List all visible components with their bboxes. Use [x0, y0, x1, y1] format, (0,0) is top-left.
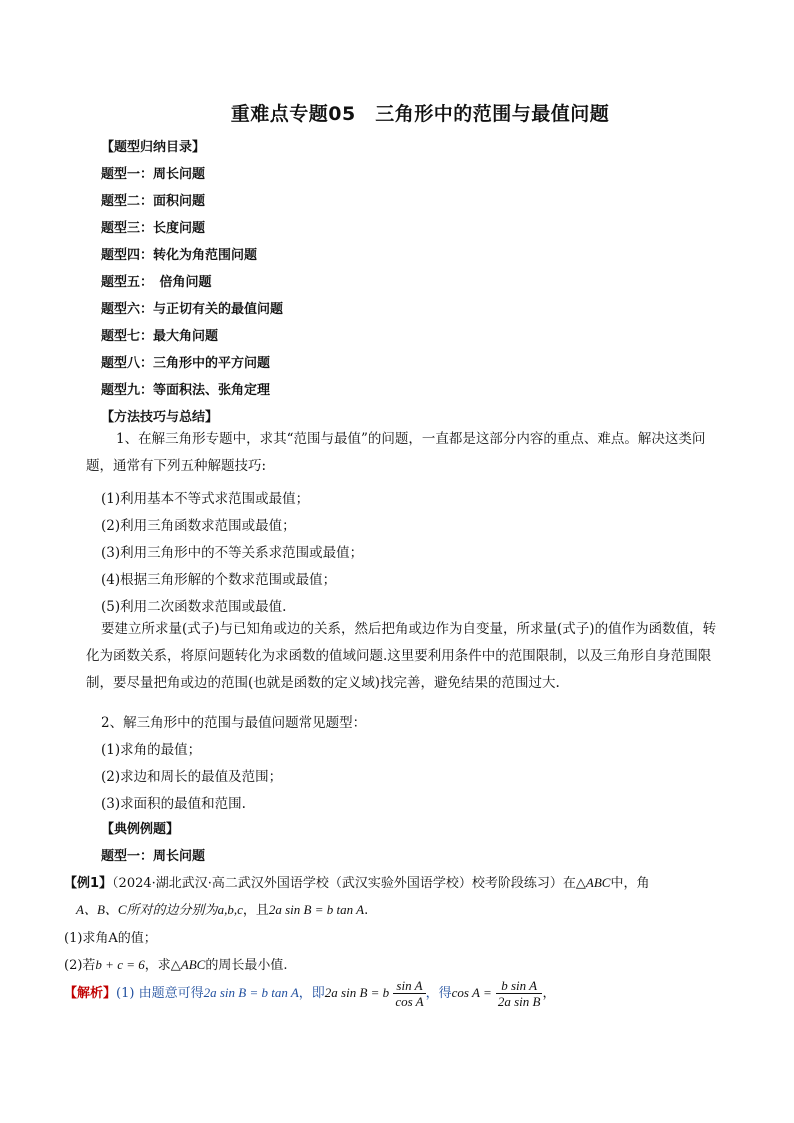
toc-item: 题型八：三角形中的平方问题 — [101, 356, 271, 371]
solution-line — [64, 978, 556, 1009]
example-source: （2024·湖北武汉·高二武汉外国语学校（武汉实验外国语学校）校考阶段练习）在 — [112, 876, 576, 891]
example-line-2 — [76, 899, 368, 918]
toc-item: 题型六：与正切有关的最值问题 — [101, 302, 284, 317]
toc-item: 题型七：最大角问题 — [101, 329, 219, 344]
solution-text-a: (1) 由题意可得 — [116, 986, 204, 1001]
toc-item: 题型四：转化为角范围问题 — [101, 248, 258, 263]
toc-item: 题型三：长度问题 — [101, 221, 206, 236]
solution-text-b: ，即 — [298, 986, 325, 1001]
methods-intro: 1、在解三角形专题中，求其“范围与最值”的问题，一直都是这部分内容的重点、难点。解决这类问题，通常有下列五种解题技巧: — [86, 431, 706, 474]
methods2-item: (3)求面积的最值和范围. — [101, 796, 246, 812]
example-condition: 2a sin B = b tan A — [268, 902, 365, 917]
solution-tag: 【解析】 — [64, 986, 117, 1001]
example-triangle: △ABC — [575, 875, 611, 890]
toc-item: 题型一：周长问题 — [101, 167, 206, 182]
example-vars: a,b,c — [217, 902, 243, 917]
question-2-triangle: △ABC — [170, 957, 206, 972]
question-2-b: ，求 — [144, 958, 171, 973]
toc-item: 题型二：面积问题 — [101, 194, 206, 209]
solution-text-d: ， — [542, 986, 556, 1001]
fraction-2-numerator: b sin A — [496, 978, 543, 994]
example-line2-a: A、B、C所对的边分别为 — [76, 902, 218, 917]
solution-fraction-1 — [393, 978, 425, 1009]
question-2-c: 的周长最小值. — [205, 958, 288, 973]
page-title: 重难点专题05 三角形中的范围与最值问题 — [230, 103, 610, 125]
question-2 — [64, 954, 287, 973]
question-2-condition: b + c = 6 — [95, 957, 145, 972]
solution-fraction-2 — [496, 978, 543, 1009]
methods-item: (3)利用三角形中的不等关系求范围或最值； — [101, 545, 364, 561]
methods2-intro: 2、解三角形中的范围与最值问题常见题型： — [101, 715, 367, 731]
methods-header: 【方法技巧与总结】 — [101, 410, 219, 425]
example-line2-c: . — [364, 903, 369, 918]
fraction-1-numerator: sin A — [393, 978, 425, 994]
question-1: (1)求角A的值； — [64, 931, 157, 946]
solution-eq-1: 2a sin B = b tan A — [203, 985, 299, 1000]
methods-item: (2)利用三角函数求范围或最值； — [101, 518, 296, 534]
solution-eq-3: cos A = — [451, 985, 492, 1000]
question-2-a: (2)若 — [64, 958, 96, 973]
example-type: 题型一：周长问题 — [101, 849, 206, 864]
fraction-2-denominator: 2a sin B — [497, 994, 541, 1009]
examples-header: 【典例例题】 — [101, 822, 180, 837]
example-line2-b: ，且 — [242, 903, 269, 918]
methods-paragraph: 要建立所求量(式子)与已知角或边的关系，然后把角或边作为自变量，所求量(式子)的值作为函数值，转化为函数关系，将原问题转化为求函数的值域问题.这里要利用条件中的范围限制，以及三角形自身范围限制，要尽量把角或边的范围(也就是函数的定义域)找完善，避免结果的范围过大. — [86, 621, 717, 691]
methods-item: (1)利用基本不等式求范围或最值； — [101, 491, 310, 507]
example-line-1 — [64, 872, 649, 891]
toc-item: 题型九：等面积法、张角定理 — [101, 383, 271, 398]
methods-item: (4)根据三角形解的个数求范围或最值； — [101, 572, 337, 588]
toc-item: 题型五： 倍角问题 — [101, 275, 212, 290]
fraction-1-denominator: cos A — [395, 994, 424, 1009]
methods-item: (5)利用二次函数求范围或最值. — [101, 599, 287, 615]
solution-text-c: ，得 — [425, 986, 452, 1001]
solution-eq-2: 2a sin B = b — [324, 985, 390, 1000]
toc-header: 【题型归纳目录】 — [101, 140, 206, 155]
example-problem-text: 中，角 — [610, 876, 650, 891]
methods2-item: (2)求边和周长的最值及范围； — [101, 769, 283, 785]
example-tag: 【例1】 — [64, 876, 113, 891]
methods2-item: (1)求角的最值； — [101, 742, 202, 758]
